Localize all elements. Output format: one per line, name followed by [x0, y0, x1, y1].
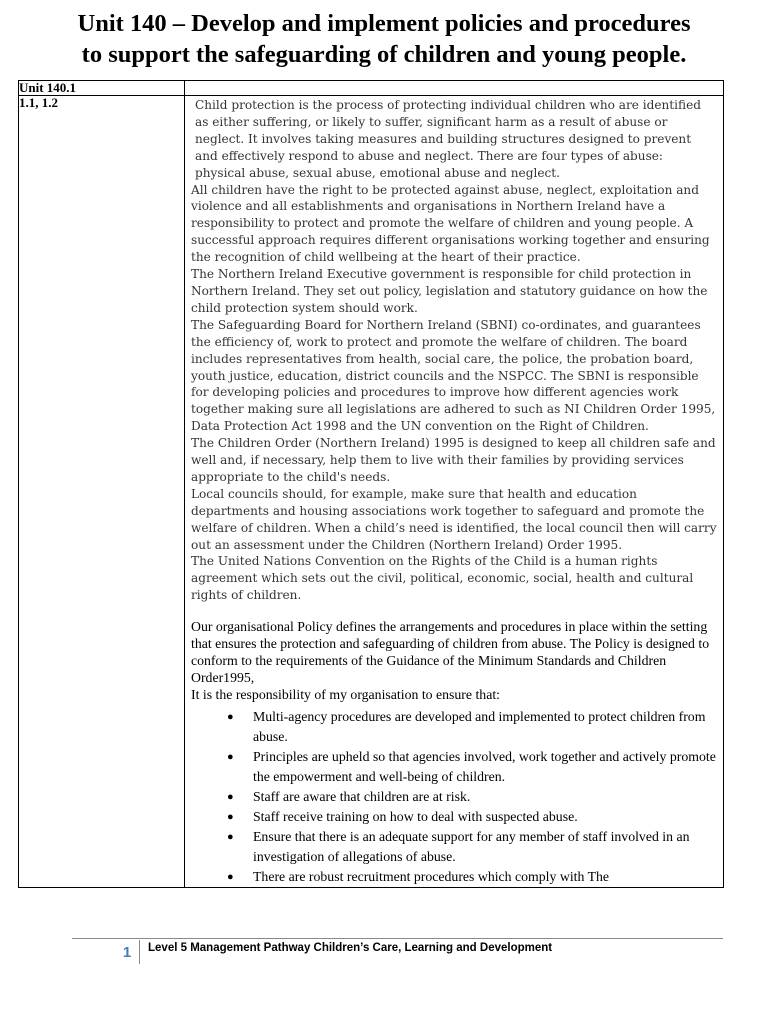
paragraph-children-order: The Children Order (Northern Ireland) 1995 is designed to keep all children safe and well and, if necessary, help them to live with their families by providing services appropriate to the child's needs. — [191, 436, 716, 484]
unit-table — [18, 80, 724, 888]
criteria-label-cell: 1.1, 1.2 — [19, 96, 185, 888]
footer-separator — [139, 940, 140, 964]
list-item — [227, 827, 723, 867]
paragraph-un-convention: The United Nations Convention on the Rights of the Child is a human rights agreement which sets out the civil, political, economic, social, health and cultural rights of children. — [191, 554, 694, 603]
list-item — [227, 867, 723, 887]
paragraph-responsibility: It is the responsibility of my organisation to ensure that: — [191, 686, 500, 702]
list-item-text: Principles are upheld so that agencies involved, work together and actively promote the empowerment and well-being of children. — [253, 748, 716, 784]
paragraph-sbni: The Safeguarding Board for Northern Ireland (SBNI) co-ordinates, and guarantees the efficiency of, work to protect and promote the welfare of children. The board includes representatives from health, social care, the police, the probation board, youth justice, education, district councils and the NSPCC. The SBNI is responsible for developing policies and procedures to improve how different agencies work together making sure all legislations are adhered to such as NI Children Order 1995, Data Protection Act 1998 and the UN convention on the Right of Children. — [191, 317, 716, 434]
list-item — [227, 787, 723, 807]
list-item-text: Staff receive training on how to deal with suspected abuse. — [253, 808, 578, 824]
page-number: 1 — [122, 944, 132, 961]
content-cell — [185, 96, 724, 888]
table-body-row — [19, 96, 724, 888]
bullet-icon: ● — [227, 830, 234, 843]
bullet-icon: ● — [227, 710, 234, 723]
list-item-text: Ensure that there is an adequate support for any member of staff involved in an investigation of allegations of abuse. — [253, 828, 690, 864]
paragraph-organisational-policy: Our organisational Policy defines the arrangements and procedures in place within the setting that ensures the protection and safeguarding of children from abuse. The Policy is designed to conform to the requirements of the Guidance of the Minimum Standards and Children Order1995, — [191, 619, 710, 685]
body-text — [185, 96, 723, 604]
list-item-text: Multi-agency procedures are developed and implemented to protect children from abuse. — [253, 708, 706, 744]
title-line-1: Unit 140 – Develop and implement policies and procedures — [77, 10, 691, 37]
bullet-icon: ● — [227, 870, 234, 883]
header-empty-cell — [185, 81, 724, 96]
list-item — [227, 747, 723, 787]
list-item — [227, 807, 723, 827]
policy-section — [185, 619, 723, 704]
table-header-row — [19, 81, 724, 96]
footer-divider — [72, 938, 723, 939]
bullet-icon: ● — [227, 810, 234, 823]
list-item — [227, 707, 723, 747]
unit-label-cell: Unit 140.1 — [19, 81, 185, 96]
bullet-icon: ● — [227, 750, 234, 763]
bullet-icon: ● — [227, 790, 234, 803]
paragraph-executive: The Northern Ireland Executive government is responsible for child protection in Northern Ireland. They set out policy, legislation and statutory guidance on how the child protection system should work. — [191, 267, 708, 315]
paragraph-rights: All children have the right to be protected against abuse, neglect, exploitation and violence and all establishments and organisations in Northern Ireland have a responsibility to protect and promote the welfare of children and young people. A successful approach requires different organisations working together and ensuring the recognition of child wellbeing at the heart of their practice. — [191, 182, 710, 265]
list-item-text: There are robust recruitment procedures which comply with The — [253, 868, 610, 884]
list-item-text: Staff are aware that children are at risk. — [253, 788, 471, 804]
title-line-2: to support the safeguarding of children and young people. — [81, 41, 687, 68]
paragraph-local-councils: Local councils should, for example, make sure that health and education departments and housing associations work together to safeguard and promote the welfare of children. When a child’s need is identified, the local council then will carry out an assessment under the Children (Northern Ireland) Order 1995. — [191, 486, 717, 552]
paragraph-child-protection: Child protection is the process of protecting individual children who are identified as either suffering, or likely to suffer, significant harm as a result of abuse or neglect. It involves taking measures and building structures designed to prevent and effectively respond to abuse and neglect. There are four types of abuse: physical abuse, sexual abuse, emotional abuse and neglect. — [195, 98, 701, 180]
policy-bullet-list — [185, 707, 723, 887]
footer-text: Level 5 Management Pathway Children’s Care, Learning and Development — [148, 942, 553, 954]
document-title — [0, 8, 768, 70]
